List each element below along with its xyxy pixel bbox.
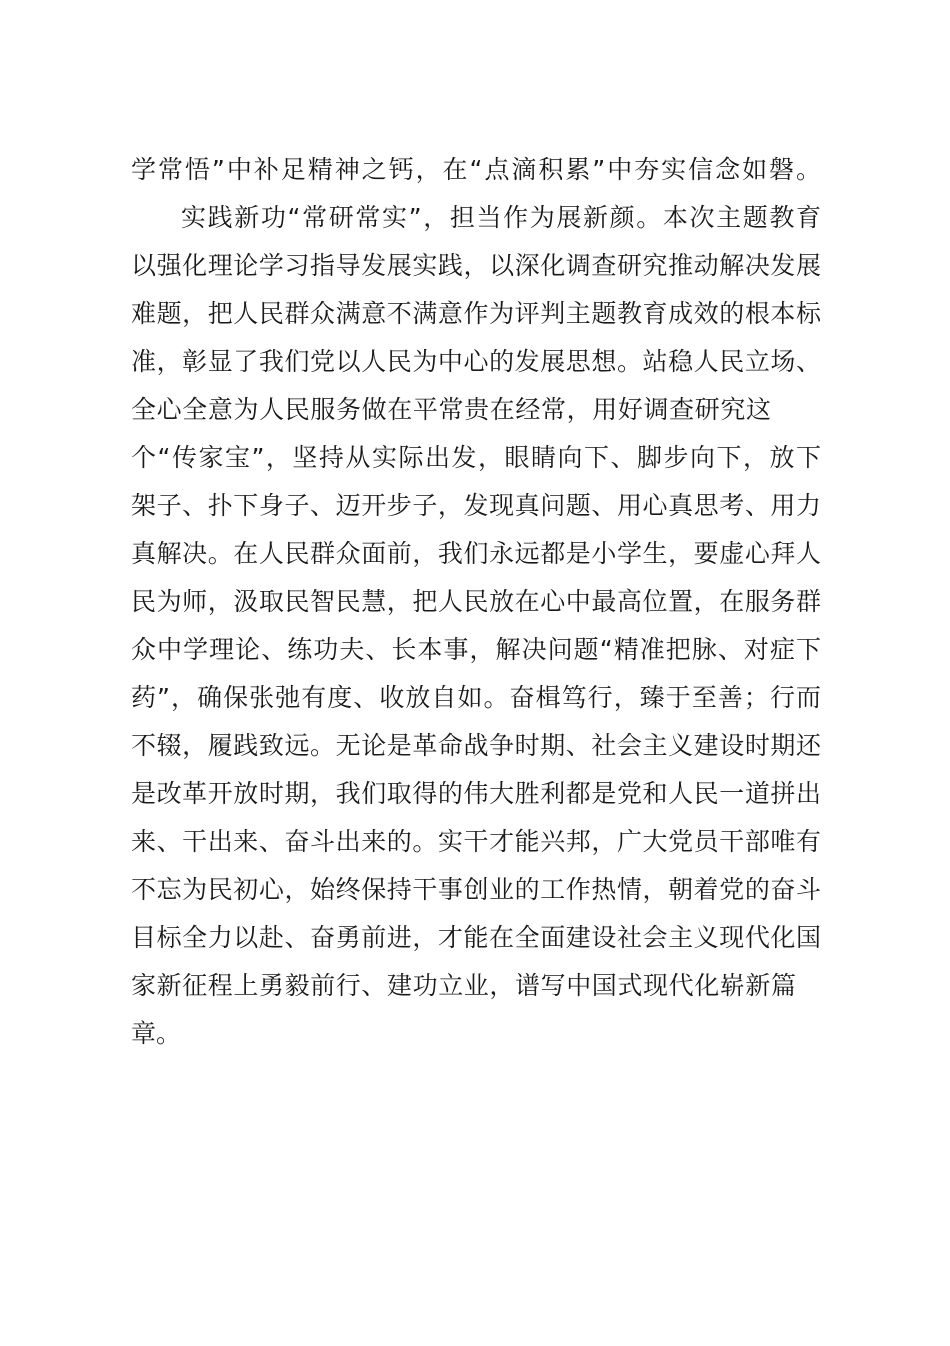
text-line: 不忘为民初心，始终保持干事创业的工作热情，朝着党的奋斗: [131, 875, 821, 904]
text-line: 章。: [131, 1019, 182, 1048]
text-line: 目标全力以赴、奋勇前进，才能在全面建设社会主义现代化国: [131, 923, 821, 952]
text-line: 准，彰显了我们党以人民为中心的发展思想。站稳人民立场、: [131, 347, 821, 376]
text-line: 个“传家宝”，坚持从实际出发，眼睛向下、脚步向下，放下: [131, 443, 821, 472]
text-line: 来、干出来、奋斗出来的。实干才能兴邦，广大党员干部唯有: [131, 827, 821, 856]
text-line: 学常悟”中补足精神之钙，在“点滴积累”中夯实信念如磐。: [131, 155, 821, 184]
text-line: 是改革开放时期，我们取得的伟大胜利都是党和人民一道拼出: [131, 779, 821, 808]
text-line: 民为师，汲取民智民慧，把人民放在心中最高位置，在服务群: [131, 587, 821, 616]
text-line: 不辍，履践致远。无论是革命战争时期、社会主义建设时期还: [131, 731, 821, 760]
paragraph-first-line: 实践新功“常研常实”，担当作为展新颜。本次主题教育: [181, 203, 821, 232]
text-line: 家新征程上勇毅前行、建功立业，谱写中国式现代化崭新篇: [131, 971, 796, 1000]
text-line: 难题，把人民群众满意不满意作为评判主题教育成效的根本标: [131, 299, 821, 328]
text-line: 以强化理论学习指导发展实践，以深化调查研究推动解决发展: [131, 251, 821, 280]
text-line: 真解决。在人民群众面前，我们永远都是小学生，要虚心拜人: [131, 539, 821, 568]
text-line: 药”，确保张弛有度、收放自如。奋楫笃行，臻于至善；行而: [131, 683, 821, 712]
text-line: 全心全意为人民服务做在平常贵在经常，用好调查研究这: [131, 395, 771, 424]
text-line: 架子、扑下身子、迈开步子，发现真问题、用心真思考、用力: [131, 491, 821, 520]
text-line: 众中学理论、练功夫、长本事，解决问题“精准把脉、对症下: [131, 635, 821, 664]
